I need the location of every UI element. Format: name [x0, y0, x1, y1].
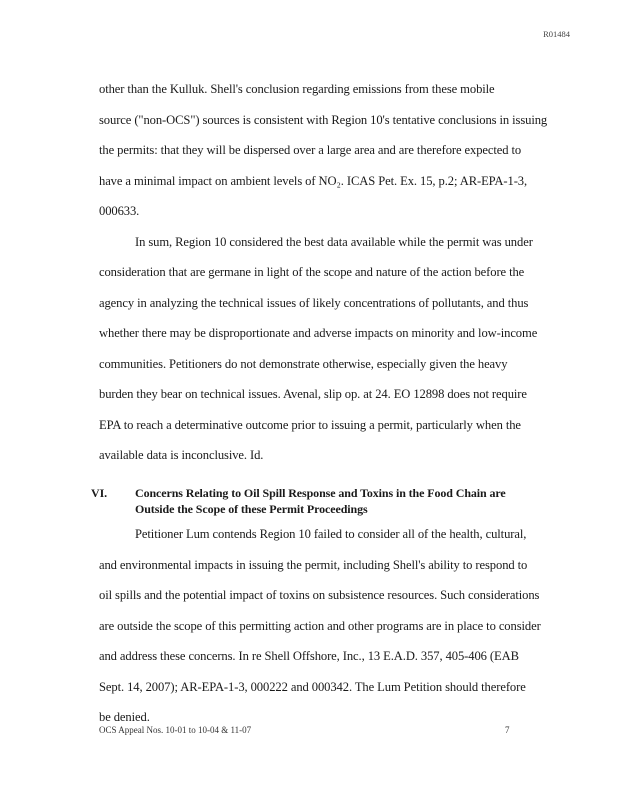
text-line: available data is inconclusive. Id. [99, 448, 264, 462]
text-line: Petitioner Lum contends Region 10 failed to consider all of the health, cultural, [135, 527, 527, 541]
text-line: whether there may be disproportionate and adverse impacts on minority and low-income [99, 326, 538, 340]
text-line: EPA to reach a determinative outcome prior to issuing a permit, particularly when the [99, 418, 521, 432]
text-line: consideration that are germane in light of the scope and nature of the action before the [99, 265, 525, 279]
text-line: have a minimal impact on ambient levels of NO₂. ICAS Pet. Ex. 15, p.2; AR-EPA-1-3, [99, 174, 528, 188]
text-line: be denied. [99, 710, 150, 724]
case-caption: OCS Appeal Nos. 10-01 to 10-04 & 11-07 [99, 725, 252, 735]
text-line: oil spills and the potential impact of toxins on subsistence resources. Such considerations [99, 588, 540, 602]
text-line: communities. Petitioners do not demonstrate otherwise, especially given the heavy [99, 357, 508, 371]
text-line: other than the Kulluk. Shell's conclusion regarding emissions from these mobile [99, 82, 495, 96]
text-line: agency in analyzing the technical issues of likely concentrations of pollutants, and thus [99, 296, 529, 310]
text-line: and address these concerns. In re Shell Offshore, Inc., 13 E.A.D. 357, 405-406 (EAB [99, 649, 519, 663]
section-title-line: Outside the Scope of these Permit Proceedings [135, 502, 368, 516]
section-title-line: Concerns Relating to Oil Spill Response and Toxins in the Food Chain are [135, 486, 506, 500]
text-line: are outside the scope of this permitting action and other programs are in place to consider [99, 619, 541, 633]
page-number: 7 [505, 725, 510, 735]
section-number: VI. [91, 486, 108, 500]
text-line: In sum, Region 10 considered the best data available while the permit was under [135, 235, 533, 249]
text-line: source ("non-OCS") sources is consistent with Region 10's tentative conclusions in issuing [99, 113, 548, 127]
bates-number: R01484 [543, 29, 570, 39]
text-line: and environmental impacts in issuing the permit, including Shell's ability to respond to [99, 558, 528, 572]
text-line: burden they bear on technical issues. Avenal, slip op. at 24. EO 12898 does not require [99, 387, 527, 401]
text-line: 000633. [99, 204, 140, 218]
text-line: the permits: that they will be dispersed over a large area and are therefore expected to [99, 143, 522, 157]
text-line: Sept. 14, 2007); AR-EPA-1-3, 000222 and 000342. The Lum Petition should therefore [99, 680, 526, 694]
